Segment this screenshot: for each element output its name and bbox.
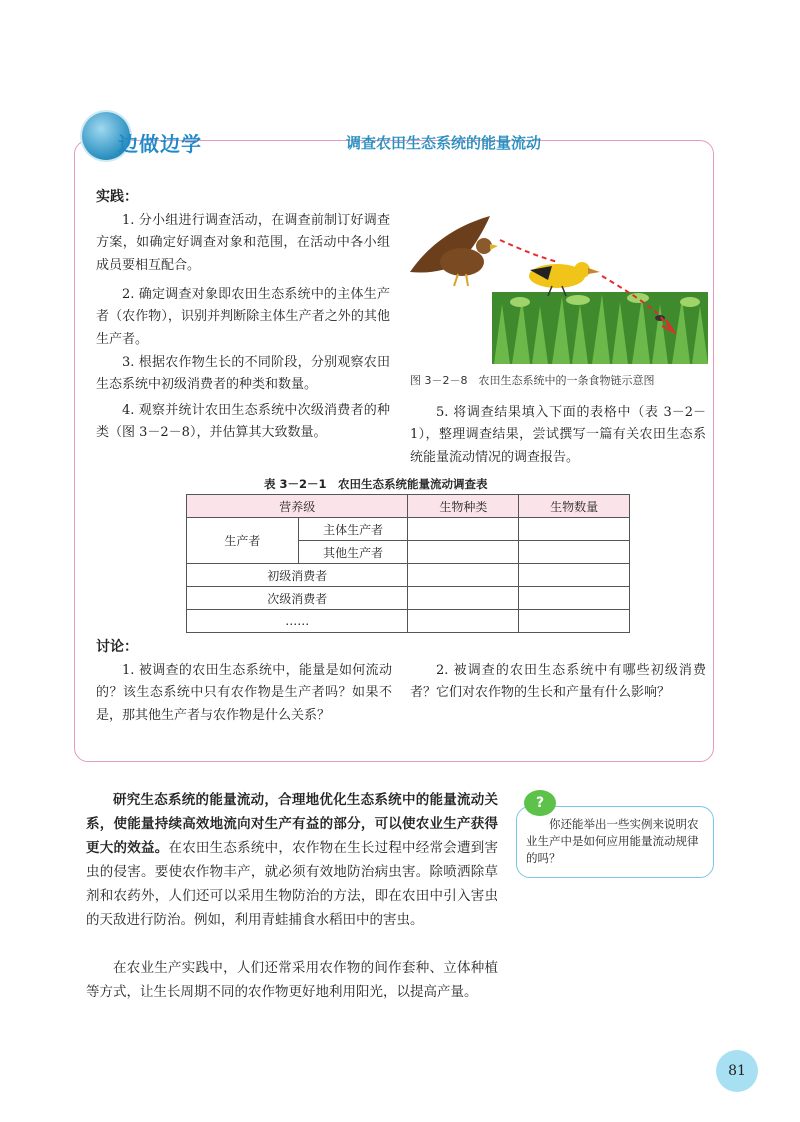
- cell-empty: [519, 610, 630, 633]
- practice-step-4: 4. 观察并统计农田生态系统中次级消费者的种类（图 3－2－8），并估算其大致数量。: [96, 403, 390, 441]
- cell-other-producer: 其他生产者: [298, 541, 408, 564]
- cell-empty: [408, 564, 519, 587]
- activity-badge-title: 边做边学: [118, 132, 202, 156]
- activity-topic-title: 调查农田生态系统的能量流动: [346, 134, 542, 152]
- question-bubble-icon: ?: [524, 790, 556, 816]
- cell-empty: [408, 518, 519, 541]
- body-paragraph-1-rest: 在农田生态系统中，农作物在生长过程中经常会遭到害虫的侵害。要使农作物丰产，就必须有效地防治病虫害。除喷洒除草剂和农药外，人们还可以采用生物防治的方法，即在农田中引入害虫的天敌进行防治。例如，利用青蛙捕食水稻田中的害虫。: [86, 840, 499, 928]
- discussion-question-1: 1. 被调查的农田生态系统中，能量是如何流动的？该生态系统中只有农作物是生产者吗？如果不是，那其他生产者与农作物是什么关系？: [96, 663, 392, 723]
- body-paragraph-1: [86, 788, 498, 932]
- cell-primary-consumer: 初级消费者: [187, 564, 408, 587]
- cell-empty: [519, 518, 630, 541]
- practice-heading: 实践：: [96, 189, 138, 205]
- cell-producer: 生产者: [187, 518, 299, 564]
- cell-main-producer: 主体生产者: [298, 518, 408, 541]
- practice-step-1: 1. 分小组进行调查活动，在调查前制订好调查方案，如确定好调查对象和范围，在活动中各小组成员要相互配合。: [96, 213, 390, 273]
- discussion-heading: 讨论：: [96, 639, 138, 655]
- cell-empty: [519, 564, 630, 587]
- header-species: 生物种类: [408, 495, 519, 518]
- page-number: 81: [716, 1050, 758, 1092]
- body-paragraph-2: 在农业生产实践中，人们还常采用农作物的间作套种、立体种植等方式，让生长周期不同的农作物更好地利用阳光，以提高产量。: [86, 960, 498, 1000]
- food-chain-illustration: [402, 200, 708, 364]
- figure-caption: 图 3－2－8 农田生态系统中的一条食物链示意图: [410, 374, 655, 387]
- cell-empty: [519, 587, 630, 610]
- body-paragraph-1-emphasis: 研究生态系统的能量流动，合理地优化生态系统中的能量流动关系，使能量持续高效地流向对生产有益的部分，可以使农业生产获得更大的效益。: [86, 792, 498, 856]
- table-row: [187, 587, 630, 610]
- header-trophic-level: 营养级: [187, 495, 408, 518]
- cell-secondary-consumer: 次级消费者: [187, 587, 408, 610]
- table-row: [187, 564, 630, 587]
- cell-empty: [408, 587, 519, 610]
- table-header-row: [187, 495, 630, 518]
- header-quantity: 生物数量: [519, 495, 630, 518]
- cell-empty: [408, 541, 519, 564]
- practice-step-2: 2. 确定调查对象即农田生态系统中的主体生产者（农作物），识别并判断除主体生产者之外的其他生产者。: [96, 287, 390, 347]
- thinking-tip-text: 你还能举出一些实例来说明农业生产中是如何应用能量流动规律的吗？: [526, 817, 699, 865]
- energy-flow-survey-table: [186, 494, 630, 633]
- table-row: [187, 610, 630, 633]
- table-row: [187, 518, 630, 541]
- practice-step-3: 3. 根据农作物生长的不同阶段，分别观察农田生态系统中初级消费者的种类和数量。: [96, 355, 390, 393]
- cell-empty: [408, 610, 519, 633]
- discussion-question-2: 2. 被调查的农田生态系统中有哪些初级消费者？它们对农作物的生长和产量有什么影响？: [410, 663, 706, 701]
- practice-step-5: 5. 将调查结果填入下面的表格中（表 3－2－1），整理调查结果，尝试撰写一篇有关农田生态系统能量流动情况的调查报告。: [410, 405, 706, 465]
- cell-ellipsis: ……: [187, 610, 408, 633]
- table-title: 表 3－2－1 农田生态系统能量流动调查表: [264, 477, 488, 491]
- cell-empty: [519, 541, 630, 564]
